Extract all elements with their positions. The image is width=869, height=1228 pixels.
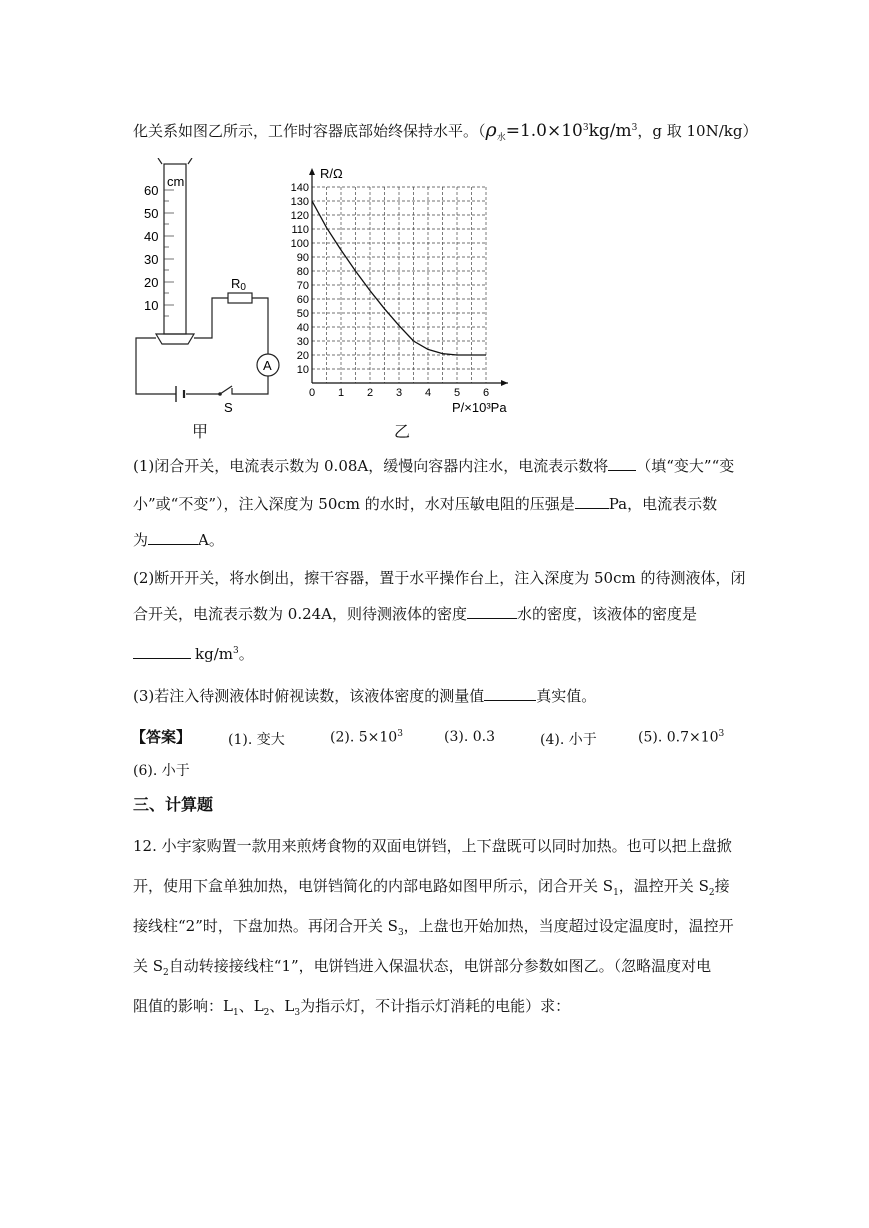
q12-line3: 接线柱“2”时，下盘加热。再闭合开关 $S_3$，上盘也开始加热，当度超过设定温度时，温控开 [133,917,734,938]
q2-text-b: 合开关，电流表示数为 0.24A，则待测液体的密度 [133,605,468,623]
rho-sub: 水 [496,133,506,143]
scale-tick-10: 10 [144,298,159,313]
y-tick-label: 100 [290,238,309,250]
y-tick-label: 50 [296,308,309,320]
q1-blank-2 [575,494,609,509]
x-axis-arrow [501,380,508,386]
q2-text-c: 水的密度，该液体的密度是 [517,605,698,623]
q1-text-f: A。 [198,531,224,549]
switch-lever [220,386,232,394]
rho-exp: 3 [582,123,589,133]
y-tick-label: 70 [296,280,309,292]
cylinder-graduations [164,190,174,316]
q2-blank-2 [133,644,191,659]
y-axis-label: R/Ω [320,166,343,181]
q3-blank [484,686,536,701]
q3-end: 真实值。 [536,687,597,705]
q1-text-e: 为 [133,531,149,549]
cylinder [164,164,186,334]
q1-line1 [133,456,734,476]
x-tick-label: 1 [338,387,345,399]
scale-tick-20: 20 [144,275,159,290]
scale-tick-60: 60 [144,183,159,198]
answer-item-2: (2). $5\times 10^3$ [330,729,403,746]
q1-text-a: (1)闭合开关，电流表示数为 0.08A，缓慢向容器内注水，电流表示数将 [133,457,609,475]
answer-item-3: (3). 0.3 [444,729,495,745]
y-axis-arrow [309,168,315,175]
cylinder-spout [158,158,192,164]
answer-label: 【答案】 [131,728,192,746]
intro-line [133,118,757,148]
x-tick-label: 4 [425,387,432,399]
y-tick-label: 130 [290,196,309,208]
cylinder-base [156,334,194,344]
x-tick-label: 3 [396,387,403,399]
x-tick-label: 5 [454,387,461,399]
q2-line3 [133,641,254,664]
y-tick-label: 60 [296,294,309,306]
answer-item-4: (4). 小于 [540,732,597,748]
q3-text: (3)若注入待测液体时俯视读数，该液体密度的测量值 [133,687,485,705]
q1-text-c: 小”或“不变”），注入深度为 50cm 的水时，水对压敏电阻的压强是 [133,495,575,513]
resistor-label: R0 [231,276,246,293]
ammeter-label: A [263,358,272,373]
figure-jia-caption: 甲 [192,422,209,441]
y-tick-label: 140 [290,182,309,194]
q2-end: 。 [238,645,254,663]
figure-jia [128,158,288,438]
figure-yi-caption: 乙 [394,422,411,441]
q2-text-a: (2)断开开关，将水倒出，擦干容器，置于水平操作台上，注入深度为 50cm 的待测液体，闭 [133,569,746,587]
y-tick-label: 80 [296,266,309,278]
rho-value: =1.0×10 [505,121,583,141]
x-tick-label: 6 [483,387,490,399]
q1-blank-1 [608,456,636,471]
answer-item-5: (5). $0.7\times 10^3$ [638,729,725,746]
q1-text-b: （填“变大”“变 [636,457,735,475]
rho-symbol: ρ [485,119,497,141]
q3-line [133,686,596,706]
y-tick-label: 90 [296,252,309,264]
scale-tick-40: 40 [144,229,159,244]
q12-line1: 12. 小宇家购置一款用来煎烤食物的双面电饼铛，上下盘既可以同时加热。也可以把上盘掀 [133,837,732,855]
q2-blank-1 [467,604,517,619]
q1-line3 [133,530,224,550]
scale-unit: cm [167,174,185,189]
y-tick-label: 20 [296,350,309,362]
intro-text: 化关系如图乙所示，工作时容器底部始终保持水平。（ [133,122,486,140]
scale-tick-50: 50 [144,206,159,221]
q1-line2 [133,494,717,514]
switch-label: S [224,400,233,415]
q1-text-d: Pa，电流表示数 [608,495,718,513]
scale-tick-30: 30 [144,252,159,267]
rho-unit: kg/m [588,121,632,141]
resistor-r0 [228,293,252,303]
g-text: ，g 取 10N/kg） [637,122,758,140]
q2-line2 [133,604,697,624]
y-tick-label: 10 [296,364,309,376]
q12-line5: 阻值的影响：$L_1$、$L_2$、$L_3$为指示灯，不计指示灯消耗的电能）求： [133,997,571,1018]
y-tick-label: 40 [296,322,309,334]
q12-line4: 关 $S_2$自动转接接线柱“1”，电饼铛进入保温状态，电饼部分参数如图乙。（忽略温度对电 [133,957,712,978]
figure-yi-chart [290,160,520,430]
answer-item-1: (1). 变大 [228,732,285,748]
y-tick-label: 110 [291,224,309,236]
rho-unit-exp: 3 [631,123,638,133]
q2-unit: kg/m [195,645,233,663]
x-tick-label: 0 [309,387,316,399]
answer-item-6: (6). 小于 [133,763,190,779]
section-heading: 三、计算题 [133,795,214,814]
x-axis-label: P/×10³Pa [452,400,507,415]
y-tick-label: 30 [296,336,309,348]
x-tick-label: 2 [367,387,374,399]
q12-line2: 开，使用下盒单独加热，电饼铛简化的内部电路如图甲所示，闭合开关 $S_1$，温控开关 $S_2$接 [133,877,730,898]
q1-blank-3 [148,530,198,545]
y-tick-label: 120 [290,210,309,222]
q2-line1 [133,568,746,588]
q2-unit-exp: 3 [232,646,239,656]
